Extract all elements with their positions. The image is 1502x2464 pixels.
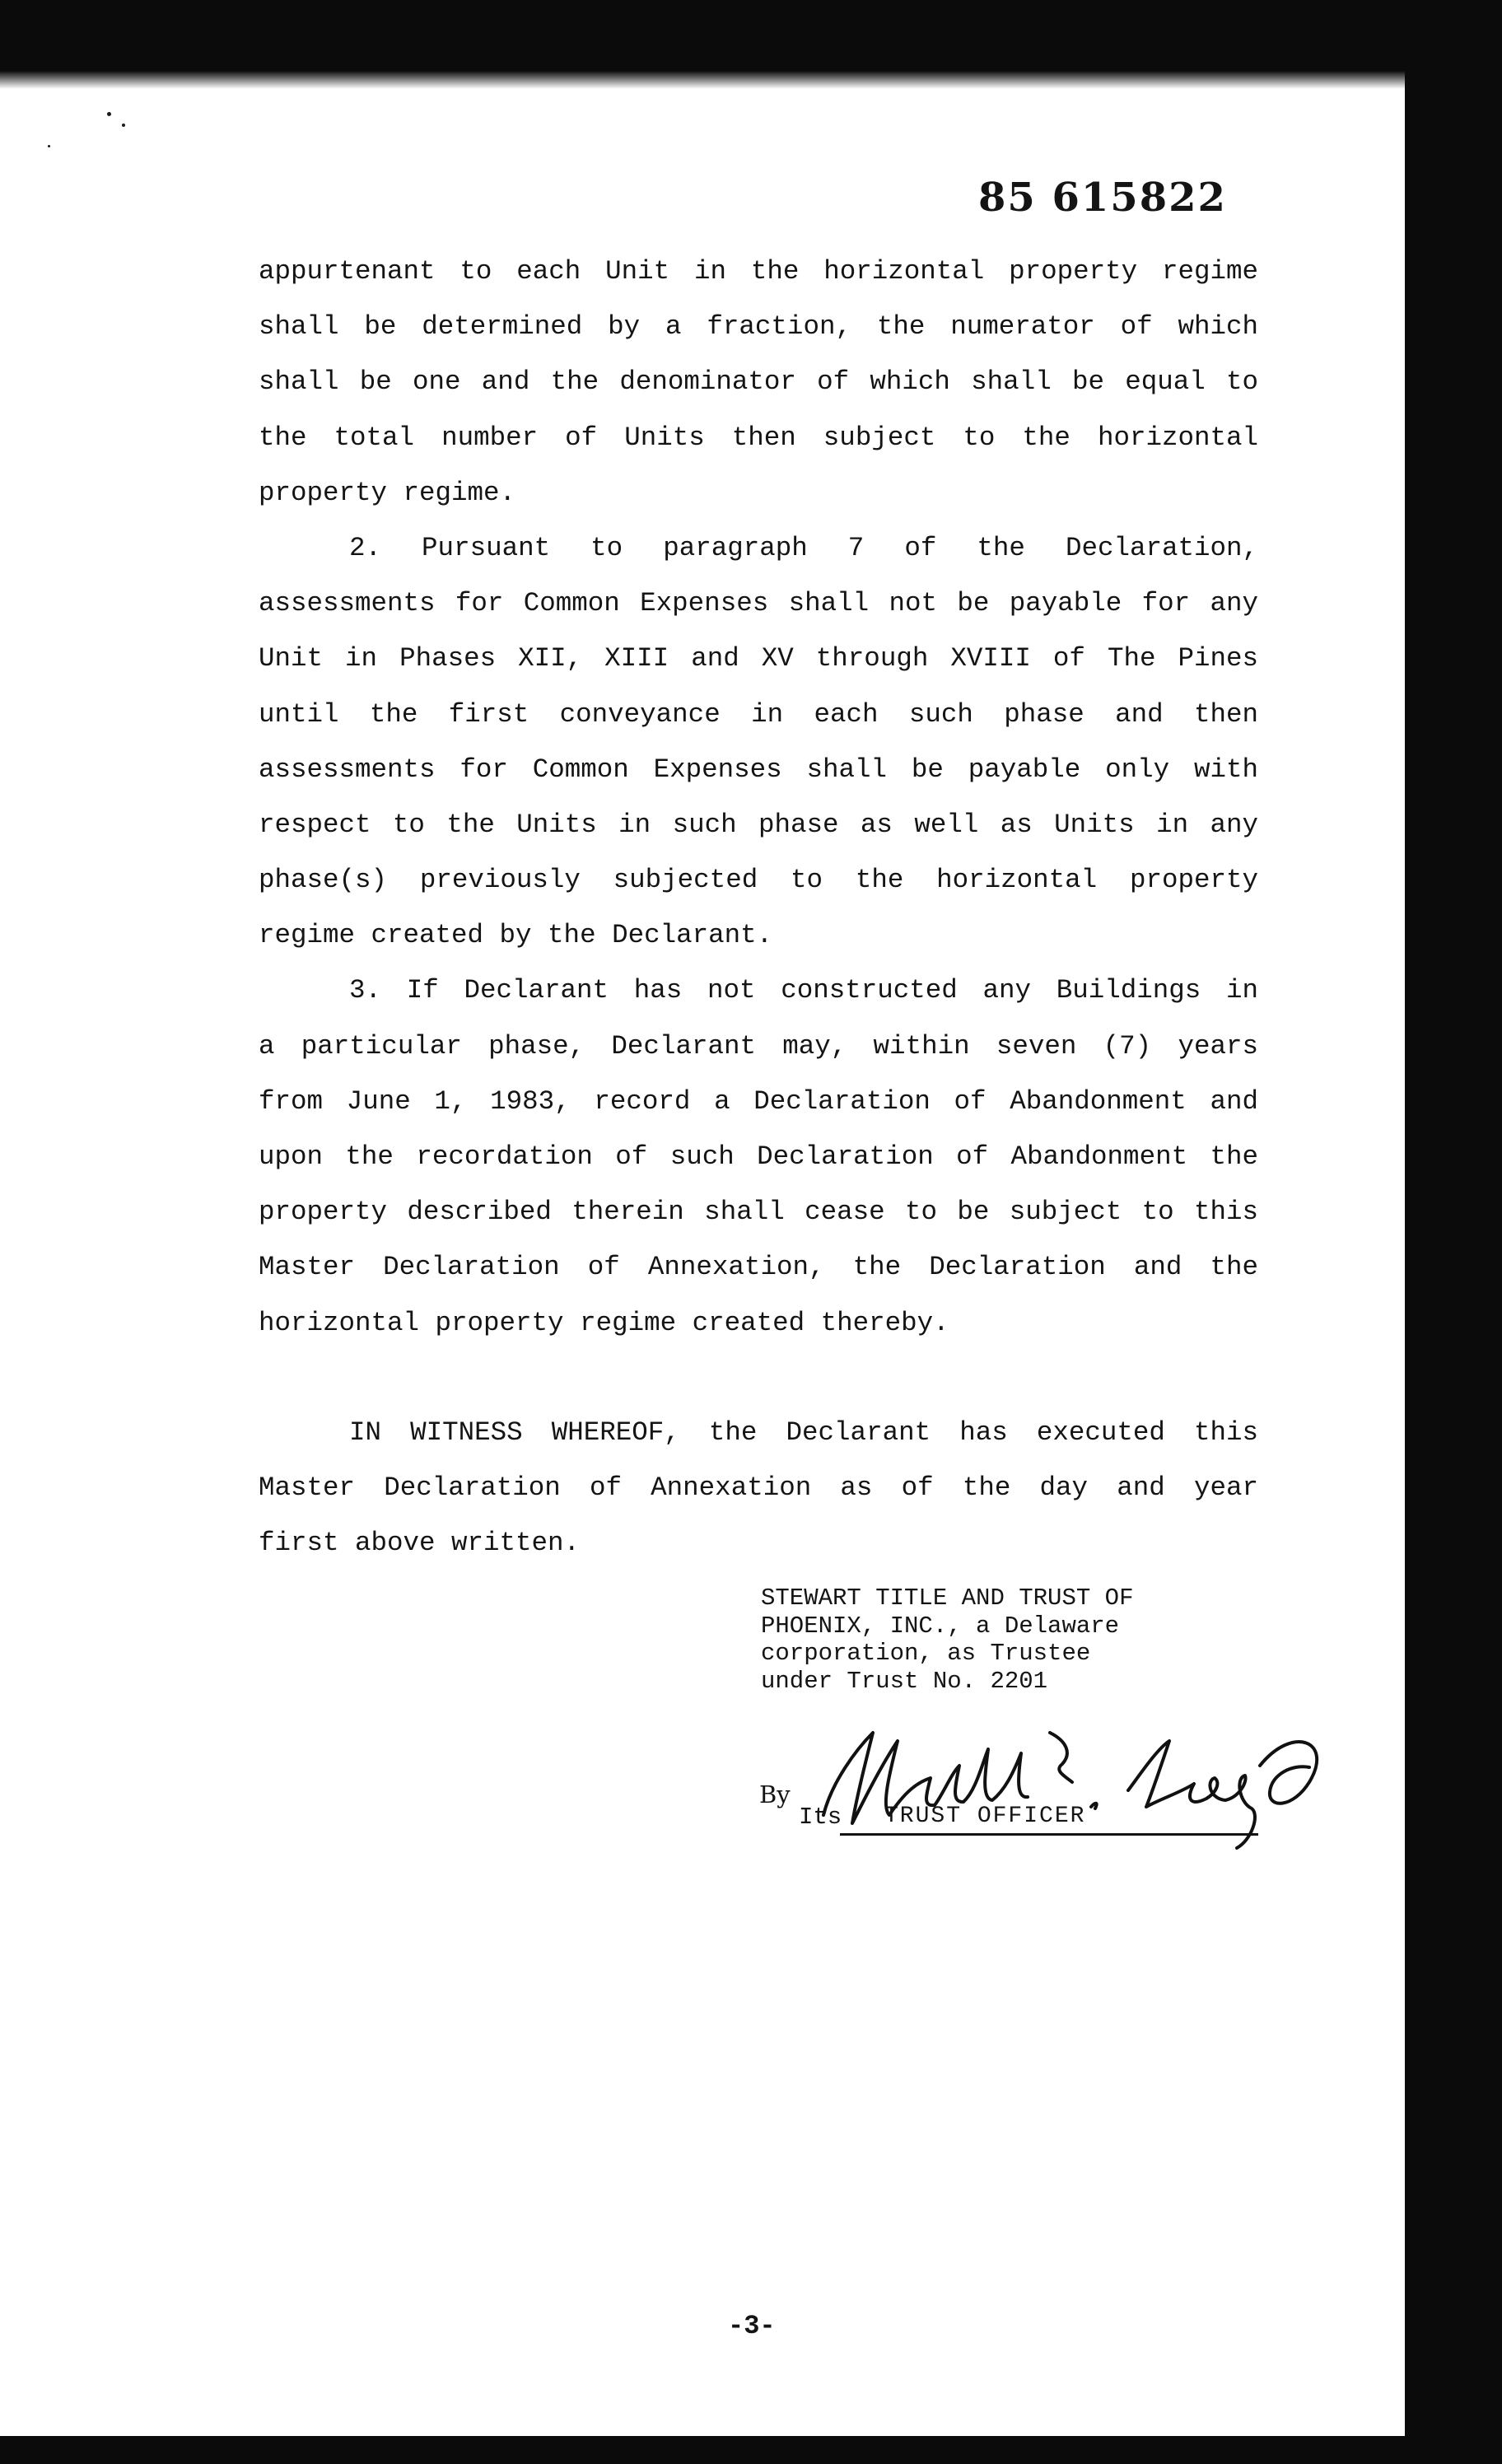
text-line: a particular phase, Declarant may, within seven (7) years bbox=[259, 1030, 1258, 1062]
its-label: Its bbox=[799, 1804, 842, 1831]
trustee-line: PHOENIX, INC., a Delaware bbox=[761, 1612, 1120, 1640]
text-line: shall be one and the denominator of which shall be equal to bbox=[259, 366, 1258, 398]
trustee-block bbox=[761, 1584, 1133, 1695]
scan-border-top-edge bbox=[0, 71, 1502, 89]
text-line: the total number of Units then subject to the horizontal bbox=[259, 422, 1258, 453]
text-line: 2. Pursuant to paragraph 7 of the Declaration, bbox=[349, 532, 1258, 563]
text-line: property regime. bbox=[259, 477, 516, 508]
text-line: respect to the Units in such phase as well as Units in any bbox=[259, 809, 1258, 840]
text-line: Master Declaration of Annexation, the Declaration and the bbox=[259, 1252, 1258, 1283]
scan-border-right bbox=[1405, 0, 1502, 2464]
text-line: IN WITNESS WHEREOF, the Declarant has executed this bbox=[349, 1417, 1258, 1448]
handwritten-signature bbox=[766, 1716, 1326, 1856]
document-body bbox=[259, 244, 1258, 1351]
scan-border-bottom bbox=[0, 2436, 1502, 2464]
text-line: Master Declaration of Annexation as of the day and year bbox=[259, 1472, 1258, 1504]
trustee-line: corporation, as Trustee bbox=[761, 1640, 1091, 1667]
text-line: horizontal property regime created thereby. bbox=[259, 1307, 949, 1338]
trustee-line: under Trust No. 2201 bbox=[761, 1667, 1048, 1695]
text-line: first above written. bbox=[259, 1528, 581, 1559]
text-line: shall be determined by a fraction, the numerator of which bbox=[259, 311, 1258, 343]
text-line: phase(s) previously subjected to the horizontal property bbox=[259, 865, 1258, 896]
text-line: 3. If Declarant has not constructed any Buildings in bbox=[349, 975, 1258, 1006]
text-line: assessments for Common Expenses shall be payable only with bbox=[259, 754, 1258, 785]
scan-border-top bbox=[0, 0, 1502, 79]
text-line: regime created by the Declarant. bbox=[259, 920, 773, 951]
document-number: 85 615822 bbox=[978, 175, 1227, 221]
officer-title: TRUST OFFICER bbox=[884, 1804, 1086, 1829]
text-line: assessments for Common Expenses shall not be payable for any bbox=[259, 588, 1258, 619]
text-line: property described therein shall cease to be subject to this bbox=[259, 1197, 1258, 1228]
text-line: appurtenant to each Unit in the horizontal property regime bbox=[259, 256, 1258, 287]
scan-speck bbox=[48, 145, 50, 147]
scan-speck bbox=[122, 124, 125, 127]
text-line: upon the recordation of such Declaration of Abandonment the bbox=[259, 1141, 1258, 1172]
witness-clause bbox=[259, 1405, 1258, 1571]
text-line: Unit in Phases XII, XIII and XV through XVIII of The Pines bbox=[259, 643, 1258, 674]
page-number: -3- bbox=[728, 2311, 776, 2341]
trustee-line: STEWART TITLE AND TRUST OF bbox=[761, 1584, 1134, 1612]
by-label: By bbox=[759, 1780, 791, 1808]
text-line: until the first conveyance in each such phase and then bbox=[259, 698, 1258, 730]
scan-speck bbox=[107, 112, 111, 116]
text-line: from June 1, 1983, record a Declaration of Abandonment and bbox=[259, 1085, 1258, 1117]
